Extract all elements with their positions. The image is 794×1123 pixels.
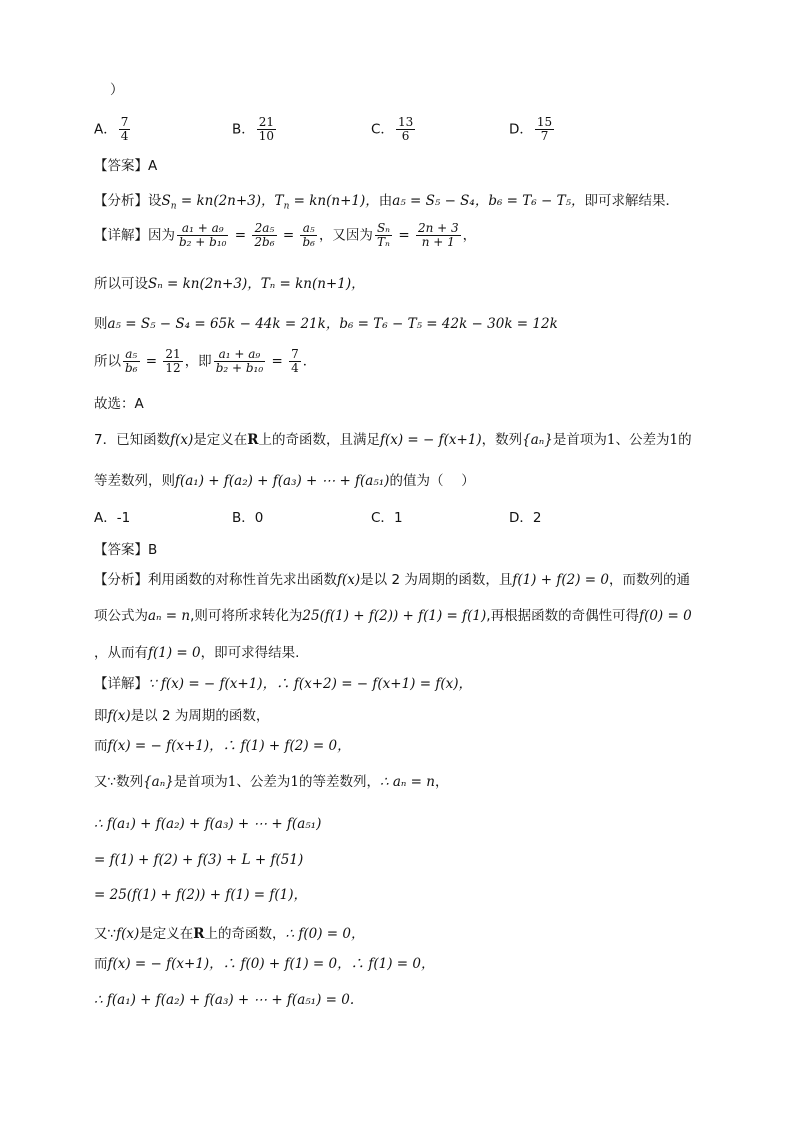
analysis-tag: 【分析】 <box>94 193 148 209</box>
option-fraction: $\frac{21}{10}$ <box>258 115 275 143</box>
q7-detail-line-5: ∴ f(a₁) + f(a₂) + f(a₃) + ⋯ + f(a₅₁) <box>94 816 322 832</box>
option-fraction: $\frac{7}{4}$ <box>120 115 129 143</box>
q7-answer <box>94 540 157 560</box>
q6-option-b[interactable]: B． $\frac{21}{10}$ <box>232 115 275 143</box>
q7-option-b[interactable]: B．0 <box>232 510 264 526</box>
q6-option-d[interactable]: D． $\frac{15}{7}$ <box>509 115 553 143</box>
q7-analysis-line-1: 【分析】利用函数的对称性首先求出函数f(x)是以 2 为周期的函数，且f(1) + f(2) = 0，而数列的通 <box>94 572 690 588</box>
q7-analysis-line-2: 项公式为aₙ = n,则可将所求转化为25(f(1) + f(2)) + f(1) = f(1),再根据函数的奇偶性可得f(0) = 0 <box>94 608 692 624</box>
q7-detail-line-6: = f(1) + f(2) + f(3) + L + f(51) <box>94 852 304 868</box>
detail-tag: 【详解】 <box>94 676 148 692</box>
q6-paren-close: ） <box>110 82 124 98</box>
detail-tag: 【详解】 <box>94 227 148 244</box>
option-fraction: $\frac{15}{7}$ <box>536 115 553 143</box>
answer-value: B <box>148 542 158 558</box>
q6-answer <box>94 156 157 176</box>
q7-detail-line-10: ∴ f(a₁) + f(a₂) + f(a₃) + ⋯ + f(a₅₁) = 0. <box>94 992 355 1008</box>
q7-option-c[interactable]: C．1 <box>371 510 403 526</box>
q6-line-set: 所以可设Sₙ = kn(2n+3)，Tₙ = kn(n+1)， <box>94 276 365 292</box>
q7-detail-line-2: 即f(x)是以 2 为周期的函数， <box>94 708 270 724</box>
q7-analysis-line-3: ，从而有f(1) = 0，即可求得结果. <box>94 645 300 661</box>
q6-choose: 故选：A <box>94 396 144 412</box>
answer-value: A <box>148 158 158 174</box>
q7-detail-line-8: 又∵f(x)是定义在R上的奇函数，∴ f(0) = 0， <box>94 926 365 942</box>
q7-detail-line-3: 而f(x) = − f(x+1)，∴ f(1) + f(2) = 0， <box>94 738 351 754</box>
q6-options <box>94 110 694 146</box>
option-fraction: $\frac{13}{6}$ <box>397 115 414 143</box>
q7-options <box>94 508 694 530</box>
q7-detail-line-7: = 25(f(1) + f(2)) + f(1) = f(1)， <box>94 887 307 903</box>
q7-stem-line-2: 等差数列，则f(a₁) + f(a₂) + f(a₃) + ⋯ + f(a₅₁)的值为（ ） <box>94 473 475 489</box>
q7-option-d[interactable]: D．2 <box>509 510 542 526</box>
q7-option-a[interactable]: A．-1 <box>94 510 131 526</box>
q7-detail-line-4: 又∵数列{aₙ}是首项为1、公差为1的等差数列，∴ aₙ = n， <box>94 774 449 790</box>
answer-tag: 【答案】 <box>94 158 148 174</box>
q6-analysis: 【分析】设$S_n = kn(2n+3)$，$T_n = kn(n+1)$，由a₅ = S₅ − S₄，b₆ = T₆ − T₅，即可求解结果． <box>94 193 680 212</box>
analysis-tag: 【分析】 <box>94 572 148 588</box>
q6-line-then: 则a₅ = S₅ − S₄ = 65k − 44k = 21k，b₆ = T₆ − T₅ = 42k − 30k = 12k <box>94 316 558 332</box>
q6-line-so: 所以 $\frac{\text{a₅}}{\text{b₆}}$ = $\frac{21}{12}$ ，即 $\frac{\text{a₁ + a₉}}{\text{b₂ + b₁₀}}$ = $\frac{7}{4}$ ． <box>94 347 317 375</box>
q6-option-c[interactable]: C． $\frac{13}{6}$ <box>371 115 414 143</box>
q6-option-a[interactable]: A． $\frac{7}{4}$ <box>94 115 129 143</box>
answer-tag: 【答案】 <box>94 542 148 558</box>
q7-detail-line-1: 【详解】∵ f(x) = − f(x+1)，∴ f(x+2) = − f(x+1) = f(x)， <box>94 676 472 692</box>
q7-detail-line-9: 而f(x) = − f(x+1)，∴ f(0) + f(1) = 0，∴ f(1) = 0， <box>94 956 435 972</box>
q6-detail: 【详解】因为 $\frac{\text{a₁ + a₉}}{\text{b₂ + b₁₀}}$ = $\frac{\text{2a₅}}{\text{2b₆}}$ = $\frac{\text{a₅}}{\text{b₆}}$ ，又因为 $\frac{\text{Sₙ}}{\text{Tₙ}}$ = $\frac{2n + 3}{n + 1}$ ， <box>94 221 477 249</box>
q7-stem-line-1: 7．已知函数f(x)是定义在R上的奇函数，且满足f(x) = − f(x+1)，数列{aₙ}是首项为1、公差为1的 <box>94 432 692 448</box>
